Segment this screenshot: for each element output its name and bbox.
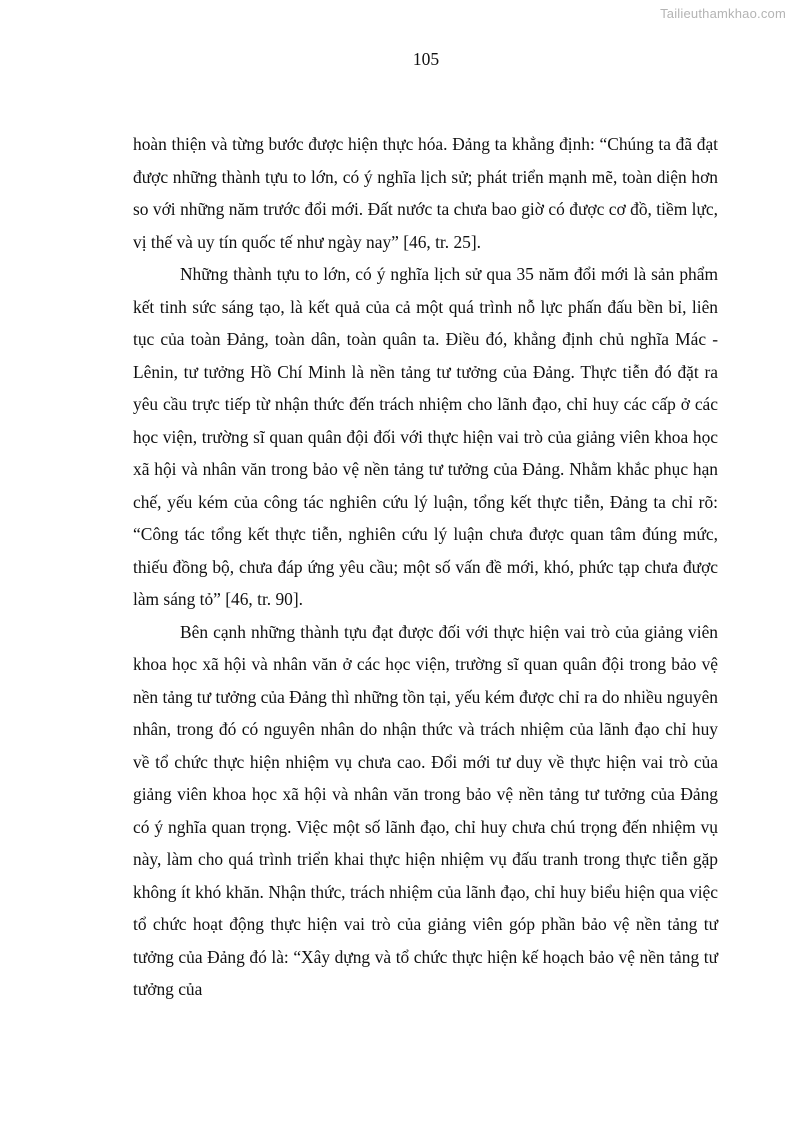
paragraph: Bên cạnh những thành tựu đạt được đối với thực hiện vai trò của giảng viên khoa học xã hội và nhân văn ở các học viện, trường sĩ quan quân đội trong bảo vệ nền tảng tư tưởng của Đảng thì những tồn tại, yếu kém được chỉ ra do nhiều nguyên nhân, trong đó có nguyên nhân do nhận thức và trách nhiệm của lãnh đạo chỉ huy về tổ chức thực hiện nhiệm vụ chưa cao. Đổi mới tư duy về thực hiện vai trò của giảng viên khoa học xã hội và nhân văn trong bảo vệ nền tảng tư tưởng của Đảng có ý nghĩa quan trọng. Việc một số lãnh đạo, chỉ huy chưa chú trọng đến nhiệm vụ này, làm cho quá trình triển khai thực hiện nhiệm vụ đấu tranh trong thực tiễn gặp không ít khó khăn. Nhận thức, trách nhiệm của lãnh đạo, chỉ huy biểu hiện qua việc tổ chức hoạt động thực hiện vai trò của giảng viên góp phần bảo vệ nền tảng tư tưởng của Đảng đó là: “Xây dựng và tổ chức thực hiện kế hoạch bảo vệ nền tảng tư tưởng của <box>133 621 718 999</box>
body-text <box>133 128 718 1006</box>
paragraph-continued: hoàn thiện và từng bước được hiện thực hóa. Đảng ta khẳng định: “Chúng ta đã đạt được những thành tựu to lớn, có ý nghĩa lịch sử; phát triển mạnh mẽ, toàn diện hơn so với những năm trước đổi mới. Đất nước ta chưa bao giờ có được cơ đồ, tiềm lực, vị thế và uy tín quốc tế như ngày nay” [46, tr. 25]. <box>133 134 718 252</box>
watermark: Tailieuthamkhao.com <box>660 6 786 21</box>
paragraph: Những thành tựu to lớn, có ý nghĩa lịch sử qua 35 năm đổi mới là sản phẩm kết tinh sức sáng tạo, là kết quả của cả một quá trình nỗ lực phấn đấu bền bỉ, liên tục của toàn Đảng, toàn dân, toàn quân ta. Điều đó, khẳng định chủ nghĩa Mác - Lênin, tư tưởng Hồ Chí Minh là nền tảng tư tưởng của Đảng. Thực tiễn đó đặt ra yêu cầu trực tiếp từ nhận thức đến trách nhiệm cho lãnh đạo, chỉ huy các cấp ở các học viện, trường sĩ quan quân đội đối với thực hiện vai trò của giảng viên khoa học xã hội và nhân văn trong bảo vệ nền tảng tư tưởng của Đảng. Nhằm khắc phục hạn chế, yếu kém của công tác nghiên cứu lý luận, tổng kết thực tiễn, Đảng ta chỉ rõ: “Công tác tổng kết thực tiễn, nghiên cứu lý luận chưa được quan tâm đúng mức, thiếu đồng bộ, chưa đáp ứng yêu cầu; một số vấn đề mới, khó, phức tạp chưa được làm sáng tỏ” [46, tr. 90]. <box>133 264 718 609</box>
page-number: 105 <box>412 49 440 69</box>
